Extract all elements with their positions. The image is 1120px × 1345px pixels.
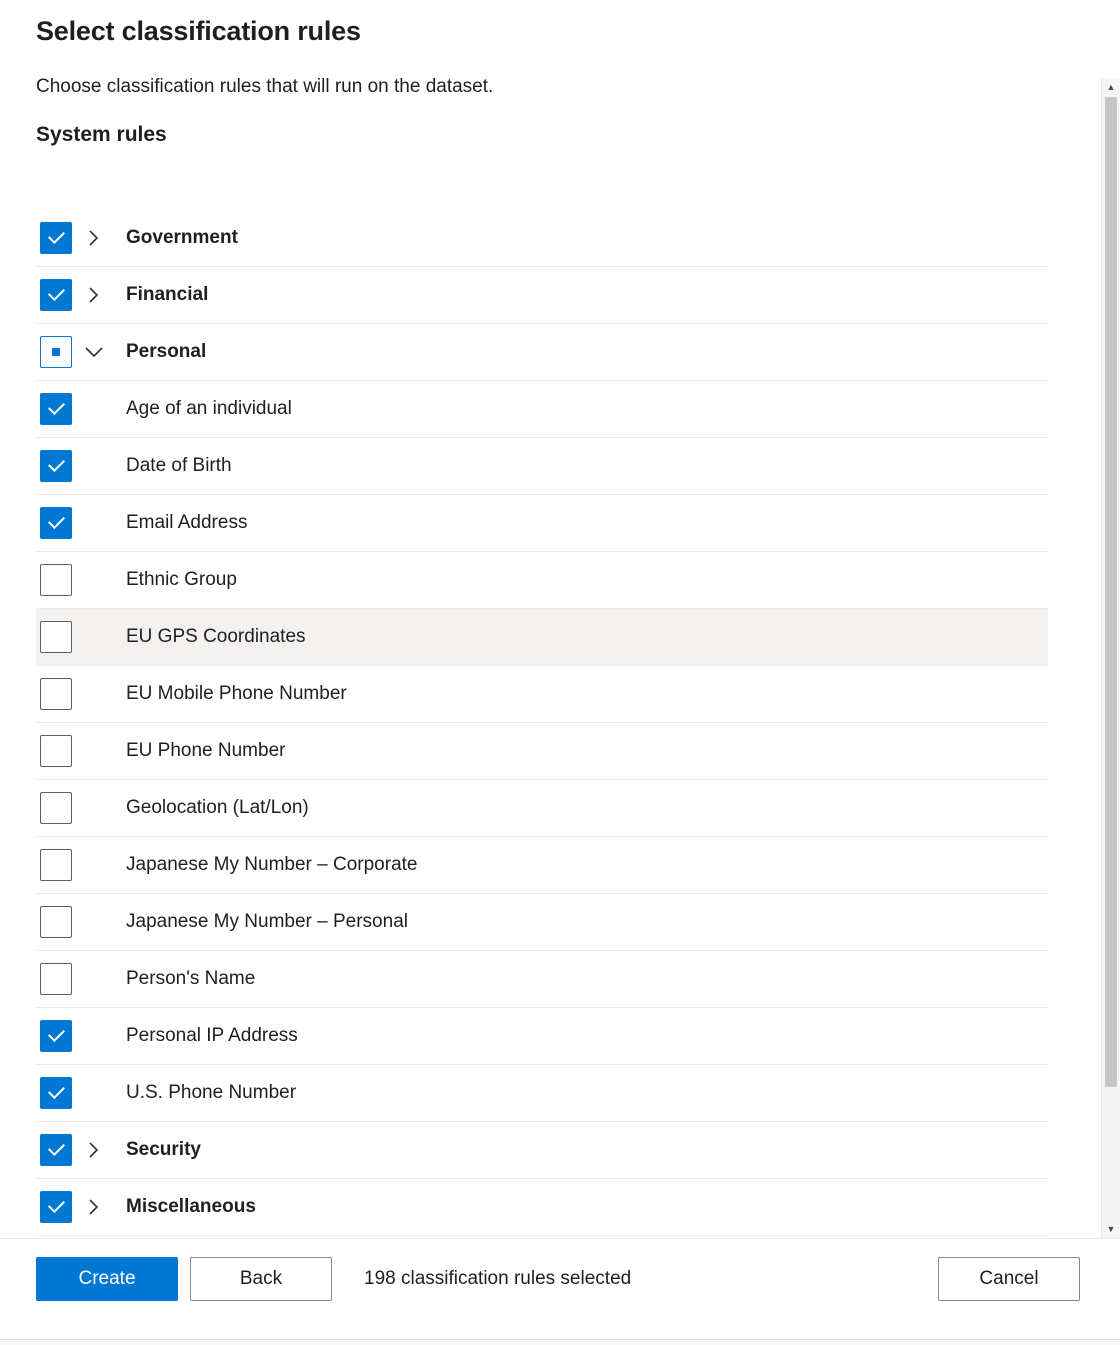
- expand-chevron-right-icon[interactable]: [72, 1141, 116, 1159]
- rule-checkbox[interactable]: [40, 450, 72, 482]
- rule-row[interactable]: [36, 723, 1048, 780]
- rule-row[interactable]: [36, 552, 1048, 609]
- vertical-scrollbar[interactable]: [1101, 78, 1120, 1238]
- expand-chevron-right-icon[interactable]: [72, 1198, 116, 1216]
- scroll-up-arrow-icon[interactable]: ▲: [1102, 78, 1120, 96]
- rule-row[interactable]: [36, 324, 1048, 381]
- selected-count-status: 198 classification rules selected: [364, 1268, 632, 1289]
- rule-label: U.S. Phone Number: [126, 1082, 297, 1103]
- rule-checkbox[interactable]: [40, 678, 72, 710]
- back-button[interactable]: Back: [190, 1257, 332, 1301]
- rule-checkbox[interactable]: [40, 564, 72, 596]
- rule-label: Ethnic Group: [126, 569, 237, 590]
- rule-checkbox[interactable]: [40, 1077, 72, 1109]
- scrollbar-thumb[interactable]: [1105, 97, 1117, 1087]
- cancel-button[interactable]: Cancel: [938, 1257, 1080, 1301]
- rule-row[interactable]: [36, 210, 1048, 267]
- section-title-system-rules: System rules: [36, 123, 167, 146]
- chevron-right-icon: [87, 1198, 101, 1216]
- rule-row[interactable]: [36, 780, 1048, 837]
- rule-row[interactable]: [36, 894, 1048, 951]
- rule-row[interactable]: [36, 609, 1048, 666]
- rule-row[interactable]: [36, 1179, 1048, 1236]
- rule-label: Security: [126, 1139, 201, 1160]
- rule-checkbox[interactable]: [40, 906, 72, 938]
- rule-label: Email Address: [126, 512, 248, 533]
- rule-checkbox[interactable]: [40, 1020, 72, 1052]
- expand-chevron-right-icon[interactable]: [72, 286, 116, 304]
- rule-row[interactable]: [36, 267, 1048, 324]
- rule-label: Personal IP Address: [126, 1025, 298, 1046]
- rule-row[interactable]: [36, 381, 1048, 438]
- rule-label: Personal: [126, 341, 207, 362]
- create-button[interactable]: Create: [36, 1257, 178, 1301]
- rule-label: EU Phone Number: [126, 740, 286, 761]
- dialog-footer: [0, 1238, 1120, 1345]
- rule-label: Age of an individual: [126, 398, 292, 419]
- rule-checkbox[interactable]: [40, 336, 72, 368]
- chevron-down-icon: [84, 345, 104, 359]
- rule-label: EU Mobile Phone Number: [126, 683, 347, 704]
- chevron-right-icon: [87, 229, 101, 247]
- rule-checkbox[interactable]: [40, 963, 72, 995]
- collapse-chevron-down-icon[interactable]: [72, 345, 116, 359]
- rule-checkbox[interactable]: [40, 1134, 72, 1166]
- rule-checkbox[interactable]: [40, 1191, 72, 1223]
- rule-row[interactable]: [36, 495, 1048, 552]
- rule-label: Date of Birth: [126, 455, 232, 476]
- rule-row[interactable]: [36, 1008, 1048, 1065]
- rule-checkbox[interactable]: [40, 222, 72, 254]
- rule-checkbox[interactable]: [40, 393, 72, 425]
- rule-row[interactable]: [36, 1122, 1048, 1179]
- rule-label: Geolocation (Lat/Lon): [126, 797, 309, 818]
- page-title: Select classification rules: [36, 16, 361, 46]
- window-bottom-edge: [0, 1339, 1120, 1345]
- chevron-right-icon: [87, 1141, 101, 1159]
- rules-scroll-region: [0, 78, 1120, 1238]
- rule-checkbox[interactable]: [40, 849, 72, 881]
- rule-checkbox[interactable]: [40, 792, 72, 824]
- rule-label: Japanese My Number – Personal: [126, 911, 408, 932]
- rule-row[interactable]: [36, 837, 1048, 894]
- classification-rules-list: [36, 210, 1048, 1236]
- rule-row[interactable]: [36, 438, 1048, 495]
- chevron-right-icon: [87, 286, 101, 304]
- rule-label: Miscellaneous: [126, 1196, 256, 1217]
- rule-label: Government: [126, 227, 238, 248]
- scroll-down-arrow-icon[interactable]: ▼: [1102, 1220, 1120, 1238]
- rule-label: Japanese My Number – Corporate: [126, 854, 418, 875]
- rule-checkbox[interactable]: [40, 279, 72, 311]
- rule-label: Person's Name: [126, 968, 256, 989]
- rule-row[interactable]: [36, 1065, 1048, 1122]
- rule-checkbox[interactable]: [40, 507, 72, 539]
- rule-label: Financial: [126, 284, 209, 305]
- rule-checkbox[interactable]: [40, 735, 72, 767]
- rule-row[interactable]: [36, 951, 1048, 1008]
- rule-label: EU GPS Coordinates: [126, 626, 306, 647]
- rule-row[interactable]: [36, 666, 1048, 723]
- dialog-subtitle: Choose classification rules that will run on the dataset.: [36, 76, 494, 97]
- rule-checkbox[interactable]: [40, 621, 72, 653]
- expand-chevron-right-icon[interactable]: [72, 229, 116, 247]
